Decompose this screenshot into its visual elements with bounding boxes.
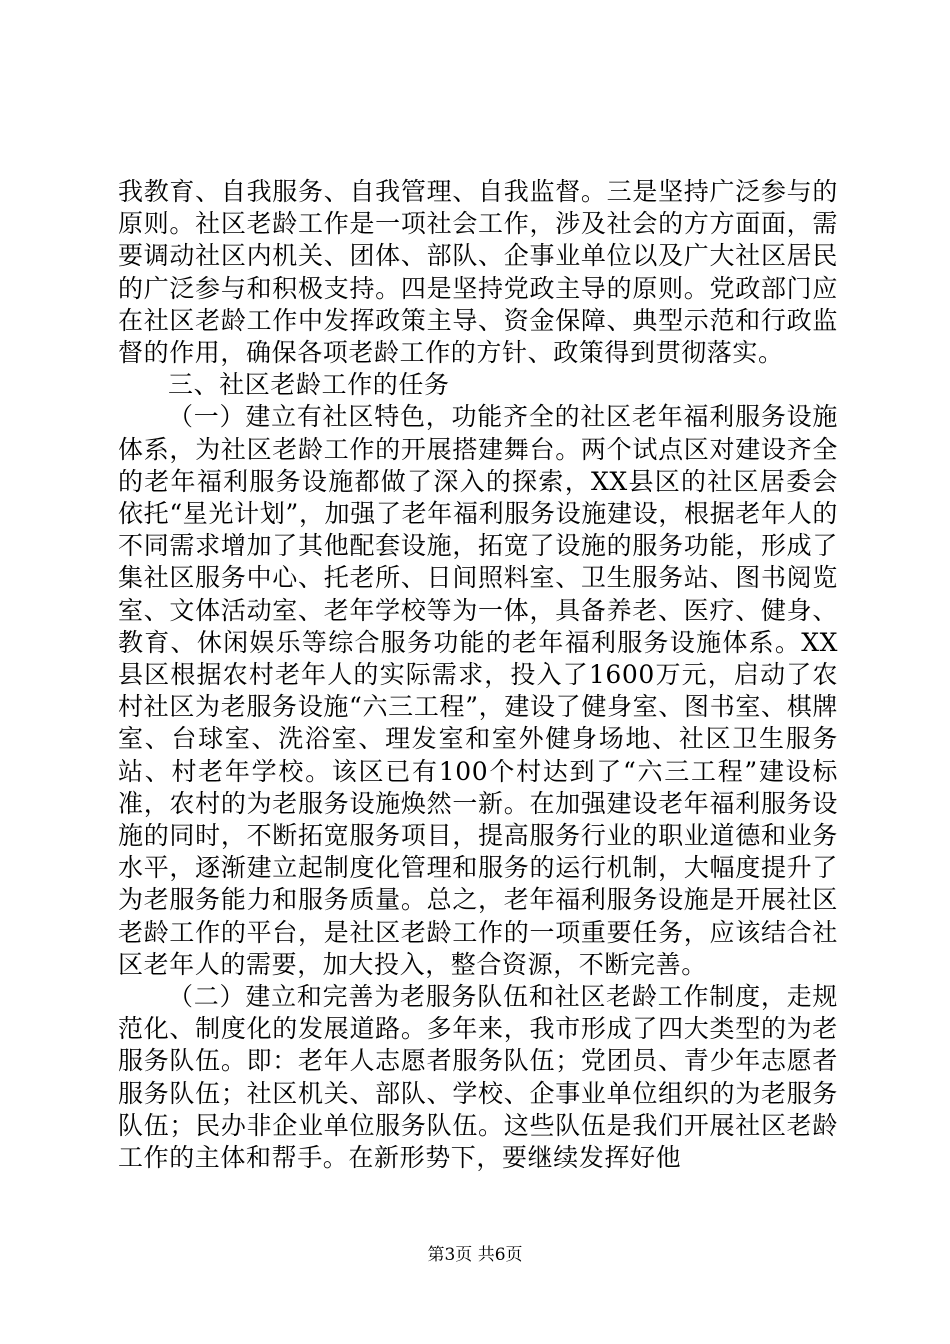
paragraph-task-one: （一）建立有社区特色，功能齐全的社区老年福利服务设施体系，为社区老龄工作的开展搭建舞台。两个试点区对建设齐全的老年福利服务设施都做了深入的探索，XX县区的社区居委会依托“星光计划”，加强了老年福利服务设施建设，根据老年人的不同需求增加了其他配套设施，拓宽了设施的服务功能，形成了集社区服务中心、托老所、日间照料室、卫生服务站、图书阅览室、文体活动室、老年学校等为一体，具备养老、医疗、健身、教育、休闲娱乐等综合服务功能的老年福利服务设施体系。XX县区根据农村老年人的实际需求，投入了1600万元，启动了农村社区为老服务设施“六三工程”，建设了健身室、图书室、棋牌室、台球室、洗浴室、理发室和室外健身场地、社区卫生服务站、村老年学校。该区已有100个村达到了“六三工程”建设标准，农村的为老服务设施焕然一新。在加强建设老年福利服务设施的同时，不断拓宽服务项目，提高服务行业的职业道德和业务水平，逐渐建立起制度化管理和服务的运行机制，大幅度提升了为老服务能力和服务质量。总之，老年福利服务设施是开展社区老龄工作的平台，是社区老龄工作的一项重要任务，应该结合社区老年人的需要，加大投入，整合资源，不断完善。 bbox=[118, 402, 838, 979]
paragraph-principles-continued: 我教育、自我服务、自我管理、自我监督。三是坚持广泛参与的原则。社区老龄工作是一项社会工作，涉及社会的方方面面，需要调动社区内机关、团体、部队、企事业单位以及广大社区居民的广泛参与和积极支持。四是坚持党政主导的原则。党政部门应在社区老龄工作中发挥政策主导、资金保障、典型示范和行政监督的作用，确保各项老龄工作的方针、政策得到贯彻落实。 bbox=[118, 177, 838, 368]
section-heading-tasks: 三、社区老龄工作的任务 bbox=[168, 370, 450, 400]
page-footer: 第3页 共6页 bbox=[427, 1245, 523, 1265]
document-body bbox=[118, 176, 838, 1174]
paragraph-task-two: （二）建立和完善为老服务队伍和社区老龄工作制度，走规范化、制度化的发展道路。多年来，我市形成了四大类型的为老服务队伍。即：老年人志愿者服务队伍；党团员、青少年志愿者服务队伍；社区机关、部队、学校、企事业单位组织的为老服务队伍；民办非企业单位服务队伍。这些队伍是我们开展社区老龄工作的主体和帮手。在新形势下，要继续发挥好他 bbox=[118, 982, 838, 1173]
